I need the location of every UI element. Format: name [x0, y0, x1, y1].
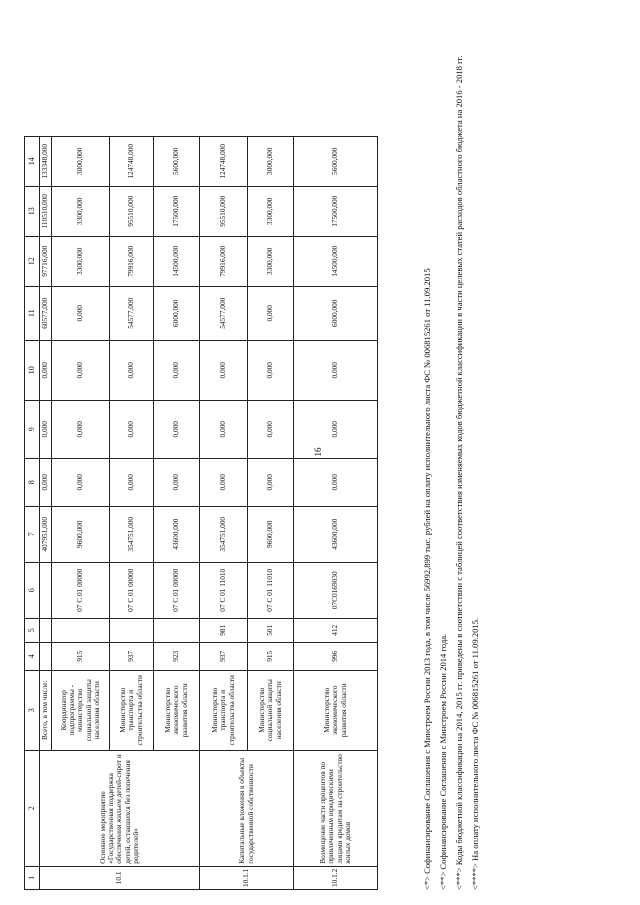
budget-table [24, 136, 378, 890]
value-cell: 0,000 [248, 400, 294, 458]
value-cell: 0,000 [40, 458, 52, 506]
value-cell: 0,000 [52, 340, 110, 400]
executor-cell: Министерство экономического развития области [154, 670, 200, 750]
executor-cell: Министерство транспорта и строительства области [200, 670, 248, 750]
header-cell: 6 [25, 562, 40, 618]
header-row [25, 136, 40, 889]
value-cell: 79916,000 [110, 236, 154, 286]
value-cell: 124748,000 [200, 136, 248, 186]
value-cell: 54577,000 [110, 286, 154, 340]
value-cell: 0,000 [52, 400, 110, 458]
code-cell [40, 642, 52, 670]
row-number-cell: 10.1.2 [294, 866, 378, 889]
header-cell: 10 [25, 340, 40, 400]
header-cell: 11 [25, 286, 40, 340]
code-cell: 996 [294, 642, 378, 670]
code-cell: 07 С 01 00000 [110, 562, 154, 618]
header-cell: 4 [25, 642, 40, 670]
table-row [40, 136, 52, 889]
value-cell: 0,000 [110, 400, 154, 458]
executor-cell: Координатор подпрограммы - министерство социальной защиты населения области [52, 670, 110, 750]
code-cell: 501 [248, 618, 294, 642]
measure-cell: Возмещение части процентов по привлеченным юридическими лицами кредитам на строительство жилых домов [294, 750, 378, 866]
code-cell [40, 562, 52, 618]
value-cell: 0,000 [200, 458, 248, 506]
value-cell: 0,000 [248, 458, 294, 506]
header-cell: 14 [25, 136, 40, 186]
value-cell: 95510,000 [110, 186, 154, 236]
header-cell: 1 [25, 866, 40, 889]
footnote: <**> Софинансирование Соглашения с Минстроем России 2014 года. [438, 633, 448, 890]
value-cell: 3300,000 [52, 236, 110, 286]
code-cell [110, 618, 154, 642]
footnote: <***> Коды бюджетной классификации на 2014, 2015 гг. приведены в соответствии с таблицей соответствия изменяемых кодов бюджетной классификации в части целевых статей расходов областного бюджета на 2016 - 2018 гг. [454, 55, 464, 890]
executor-cell: Всего, в том числе: [40, 670, 52, 750]
value-cell: 60577,000 [40, 286, 52, 340]
table-row [200, 136, 248, 889]
value-cell: 3300,000 [248, 186, 294, 236]
header-cell: 12 [25, 236, 40, 286]
value-cell: 43600,000 [294, 506, 378, 562]
header-cell: 9 [25, 400, 40, 458]
value-cell: 0,000 [154, 400, 200, 458]
value-cell: 3300,000 [52, 186, 110, 236]
measure-cell: Основное мероприятие «Государственная поддержка обеспечения жильем детей-сирот и детей, оставшихся без попечения родителей» [40, 750, 200, 866]
value-cell: 3000,000 [52, 136, 110, 186]
value-cell: 9600,000 [52, 506, 110, 562]
executor-cell: Министерство экономического развития области [294, 670, 378, 750]
rotated-sheet [24, 30, 616, 890]
value-cell: 14500,000 [294, 236, 378, 286]
footnote: <****> На оплату исполнительного листа ФС № 006815261 от 11.09.2015. [470, 617, 480, 890]
row-number-cell: 10.1.1 [200, 866, 294, 889]
value-cell: 43600,000 [154, 506, 200, 562]
budget-table-container [24, 136, 378, 890]
value-cell: 354751,000 [200, 506, 248, 562]
value-cell: 0,000 [40, 400, 52, 458]
value-cell: 0,000 [52, 286, 110, 340]
header-cell: 5 [25, 618, 40, 642]
code-cell: 915 [52, 642, 110, 670]
value-cell: 133348,000 [40, 136, 52, 186]
code-cell: 07 С 01 00000 [52, 562, 110, 618]
footnotes [419, 40, 483, 890]
code-cell: 07 С 01 00000 [154, 562, 200, 618]
value-cell: 354751,000 [110, 506, 154, 562]
value-cell: 17500,000 [154, 186, 200, 236]
value-cell: 0,000 [248, 286, 294, 340]
value-cell: 97716,000 [40, 236, 52, 286]
value-cell: 95510,000 [200, 186, 248, 236]
executor-cell: Министерство транспорта и строительства области [110, 670, 154, 750]
executor-cell: Министерство социальной защиты населения области [248, 670, 294, 750]
table-row [294, 136, 378, 889]
value-cell: 0,000 [154, 340, 200, 400]
header-cell: 7 [25, 506, 40, 562]
code-cell: 07 С 01 11010 [200, 562, 248, 618]
code-cell: 923 [154, 642, 200, 670]
value-cell: 0,000 [110, 340, 154, 400]
value-cell: 14500,000 [154, 236, 200, 286]
value-cell: 54577,000 [200, 286, 248, 340]
header-cell: 8 [25, 458, 40, 506]
code-cell: 937 [200, 642, 248, 670]
value-cell: 110510,000 [40, 186, 52, 236]
value-cell: 17500,000 [294, 186, 378, 236]
value-cell: 0,000 [294, 340, 378, 400]
value-cell: 0,000 [294, 400, 378, 458]
code-cell [52, 618, 110, 642]
value-cell: 0,000 [154, 458, 200, 506]
header-cell: 2 [25, 750, 40, 866]
value-cell: 9600,000 [248, 506, 294, 562]
value-cell: 6000,000 [154, 286, 200, 340]
value-cell: 124748,000 [110, 136, 154, 186]
value-cell: 5600,000 [154, 136, 200, 186]
value-cell: 0,000 [200, 400, 248, 458]
row-number-cell: 10.1 [40, 866, 200, 889]
header-cell: 3 [25, 670, 40, 750]
value-cell: 3300,000 [248, 236, 294, 286]
value-cell: 6000,000 [294, 286, 378, 340]
value-cell: 0,000 [40, 340, 52, 400]
code-cell: 07С0169030 [294, 562, 378, 618]
value-cell: 5600,000 [294, 136, 378, 186]
code-cell [154, 618, 200, 642]
value-cell: 0,000 [294, 458, 378, 506]
value-cell: 79916,000 [200, 236, 248, 286]
value-cell: 3000,000 [248, 136, 294, 186]
code-cell: 412 [294, 618, 378, 642]
code-cell: 937 [110, 642, 154, 670]
code-cell: 981 [200, 618, 248, 642]
measure-cell: Капитальные вложения в объекты государственной собственности [200, 750, 294, 866]
code-cell: 915 [248, 642, 294, 670]
header-cell: 13 [25, 186, 40, 236]
value-cell: 0,000 [200, 340, 248, 400]
code-cell: 07 С 01 11010 [248, 562, 294, 618]
code-cell [40, 618, 52, 642]
value-cell: 0,000 [52, 458, 110, 506]
value-cell: 0,000 [248, 340, 294, 400]
page-number: 16 [313, 447, 323, 457]
footnote: <*> Софинансирование Соглашения с Минстроем России 2013 года, в том числе 56992,899 тыс. рублей на оплату исполнительного листа ФС № 006815261 от 11.09.2015 [422, 268, 432, 890]
value-cell: 0,000 [110, 458, 154, 506]
value-cell: 407951,000 [40, 506, 52, 562]
